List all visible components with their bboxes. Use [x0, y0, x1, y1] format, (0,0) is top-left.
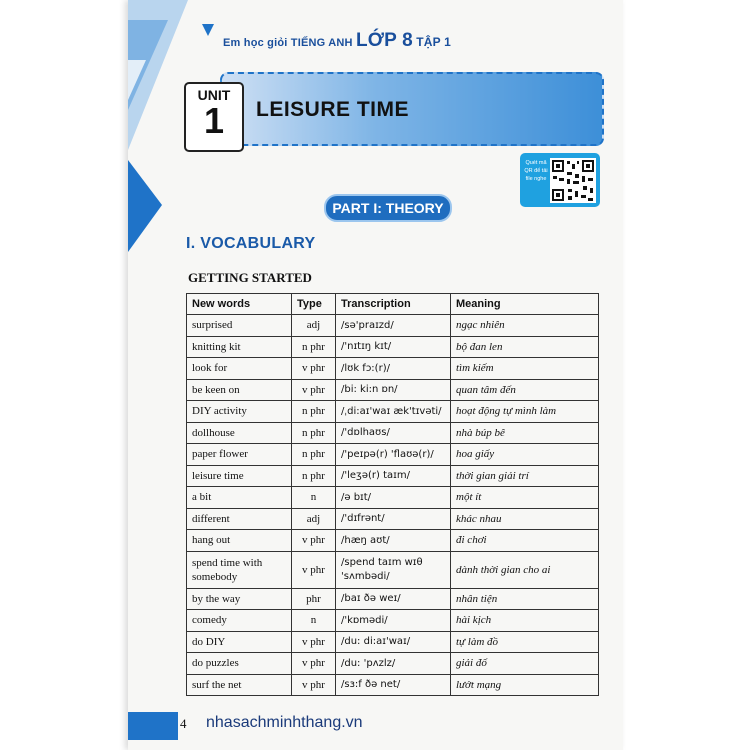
type-cell: n phr — [292, 422, 336, 444]
transcription-cell: /spend taɪm wɪθ 'sʌmbədi/ — [336, 551, 451, 588]
meaning-cell: khác nhau — [451, 508, 599, 530]
book-title-prefix: Em học giỏi TIẾNG ANH — [223, 37, 353, 49]
book-volume: TẬP 1 — [416, 35, 452, 49]
word-cell: comedy — [187, 610, 292, 632]
table-row — [187, 551, 599, 588]
unit-number: 1 — [203, 100, 225, 141]
subsection-heading: GETTING STARTED — [188, 270, 312, 285]
type-cell: v phr — [292, 358, 336, 380]
table-row — [187, 444, 599, 466]
type-cell: n phr — [292, 401, 336, 423]
meaning-cell: quan tâm đến — [451, 379, 599, 401]
word-cell: surprised — [187, 315, 292, 337]
table-row — [187, 401, 599, 423]
meaning-cell: hoa giấy — [451, 444, 599, 466]
table-row — [187, 336, 599, 358]
word-cell: do DIY — [187, 631, 292, 653]
type-cell: n — [292, 487, 336, 509]
type-cell: adj — [292, 315, 336, 337]
word-cell: paper flower — [187, 444, 292, 466]
table-row — [187, 588, 599, 610]
transcription-cell: /'dɪfrənt/ — [336, 508, 451, 530]
meaning-cell: lướt mạng — [451, 674, 599, 696]
table-row — [187, 487, 599, 509]
word-cell: hang out — [187, 530, 292, 552]
type-cell: v phr — [292, 631, 336, 653]
page-number: 4 — [180, 716, 187, 731]
footer-bar — [128, 712, 178, 740]
table-row — [187, 315, 599, 337]
word-cell: a bit — [187, 487, 292, 509]
type-cell: v phr — [292, 379, 336, 401]
type-cell: v phr — [292, 653, 336, 675]
type-cell: v phr — [292, 551, 336, 588]
meaning-cell: hài kịch — [451, 610, 599, 632]
vocabulary-table — [186, 293, 599, 696]
book-header — [223, 30, 451, 52]
type-cell: v phr — [292, 674, 336, 696]
table-row — [187, 422, 599, 444]
word-cell: do puzzles — [187, 653, 292, 675]
meaning-cell: tự làm đồ — [451, 631, 599, 653]
table-row — [187, 465, 599, 487]
table-row — [187, 653, 599, 675]
meaning-cell: dành thời gian cho ai — [451, 551, 599, 588]
table-row — [187, 674, 599, 696]
type-cell: n phr — [292, 444, 336, 466]
word-cell: by the way — [187, 588, 292, 610]
transcription-cell: /'peɪpə(r) 'flaʊə(r)/ — [336, 444, 451, 466]
qr-card[interactable] — [520, 153, 600, 207]
unit-label: UNIT — [197, 87, 231, 103]
transcription-cell: /'nɪtɪŋ kɪt/ — [336, 336, 451, 358]
type-cell: n — [292, 610, 336, 632]
transcription-cell: /du: di:aɪ'waɪ/ — [336, 631, 451, 653]
word-cell: spend time with somebody — [187, 551, 292, 588]
transcription-cell: /sɜ:f ðə net/ — [336, 674, 451, 696]
transcription-cell: /ˌdi:aɪ'waɪ æk'tɪvəti/ — [336, 401, 451, 423]
meaning-cell: giải đố — [451, 653, 599, 675]
type-cell: adj — [292, 508, 336, 530]
table-row — [187, 358, 599, 380]
vocabulary-table-body — [187, 315, 599, 696]
book-page — [128, 0, 623, 750]
column-header-new-words: New words — [187, 294, 292, 315]
transcription-cell: /ə bɪt/ — [336, 487, 451, 509]
meaning-cell: thời gian giải trí — [451, 465, 599, 487]
part-heading: PART I: THEORY — [324, 194, 452, 222]
word-cell: different — [187, 508, 292, 530]
table-row — [187, 631, 599, 653]
type-cell: v phr — [292, 530, 336, 552]
meaning-cell: bộ đan len — [451, 336, 599, 358]
transcription-cell: /'leʒə(r) taɪm/ — [336, 465, 451, 487]
column-header-meaning: Meaning — [451, 294, 599, 315]
header-accent-icon — [200, 20, 218, 40]
type-cell: n phr — [292, 465, 336, 487]
table-row — [187, 530, 599, 552]
transcription-cell: /sə'praɪzd/ — [336, 315, 451, 337]
transcription-cell: /baɪ ðə weɪ/ — [336, 588, 451, 610]
meaning-cell: một ít — [451, 487, 599, 509]
transcription-cell: /hæŋ aʊt/ — [336, 530, 451, 552]
qr-code-icon[interactable] — [550, 158, 596, 203]
word-cell: be keen on — [187, 379, 292, 401]
section-heading: I. VOCABULARY — [186, 235, 316, 252]
meaning-cell: ngạc nhiên — [451, 315, 599, 337]
publisher-website[interactable]: nhasachminhthang.vn — [206, 714, 363, 731]
meaning-cell: nhân tiện — [451, 588, 599, 610]
unit-badge — [184, 82, 244, 152]
transcription-cell: /'kɒmədi/ — [336, 610, 451, 632]
transcription-cell: /bi: ki:n ɒn/ — [336, 379, 451, 401]
column-header-transcription: Transcription — [336, 294, 451, 315]
word-cell: surf the net — [187, 674, 292, 696]
column-header-type: Type — [292, 294, 336, 315]
transcription-cell: /lʊk fɔ:(r)/ — [336, 358, 451, 380]
corner-triangles-decoration — [128, 0, 188, 260]
type-cell: n phr — [292, 336, 336, 358]
type-cell: phr — [292, 588, 336, 610]
meaning-cell: nhà búp bê — [451, 422, 599, 444]
meaning-cell: hoạt động tự mình làm — [451, 401, 599, 423]
table-row — [187, 379, 599, 401]
unit-title: LEISURE TIME — [256, 98, 410, 121]
table-row — [187, 610, 599, 632]
meaning-cell: tìm kiếm — [451, 358, 599, 380]
qr-caption: Quét mã QR để tải file nghe — [524, 160, 548, 182]
word-cell: DIY activity — [187, 401, 292, 423]
table-row — [187, 508, 599, 530]
transcription-cell: /du: 'pʌzlz/ — [336, 653, 451, 675]
word-cell: dollhouse — [187, 422, 292, 444]
word-cell: look for — [187, 358, 292, 380]
meaning-cell: đi chơi — [451, 530, 599, 552]
word-cell: leisure time — [187, 465, 292, 487]
book-grade: LỚP 8 — [355, 30, 413, 51]
transcription-cell: /'dɒlhaʊs/ — [336, 422, 451, 444]
table-header-row — [187, 294, 599, 315]
word-cell: knitting kit — [187, 336, 292, 358]
